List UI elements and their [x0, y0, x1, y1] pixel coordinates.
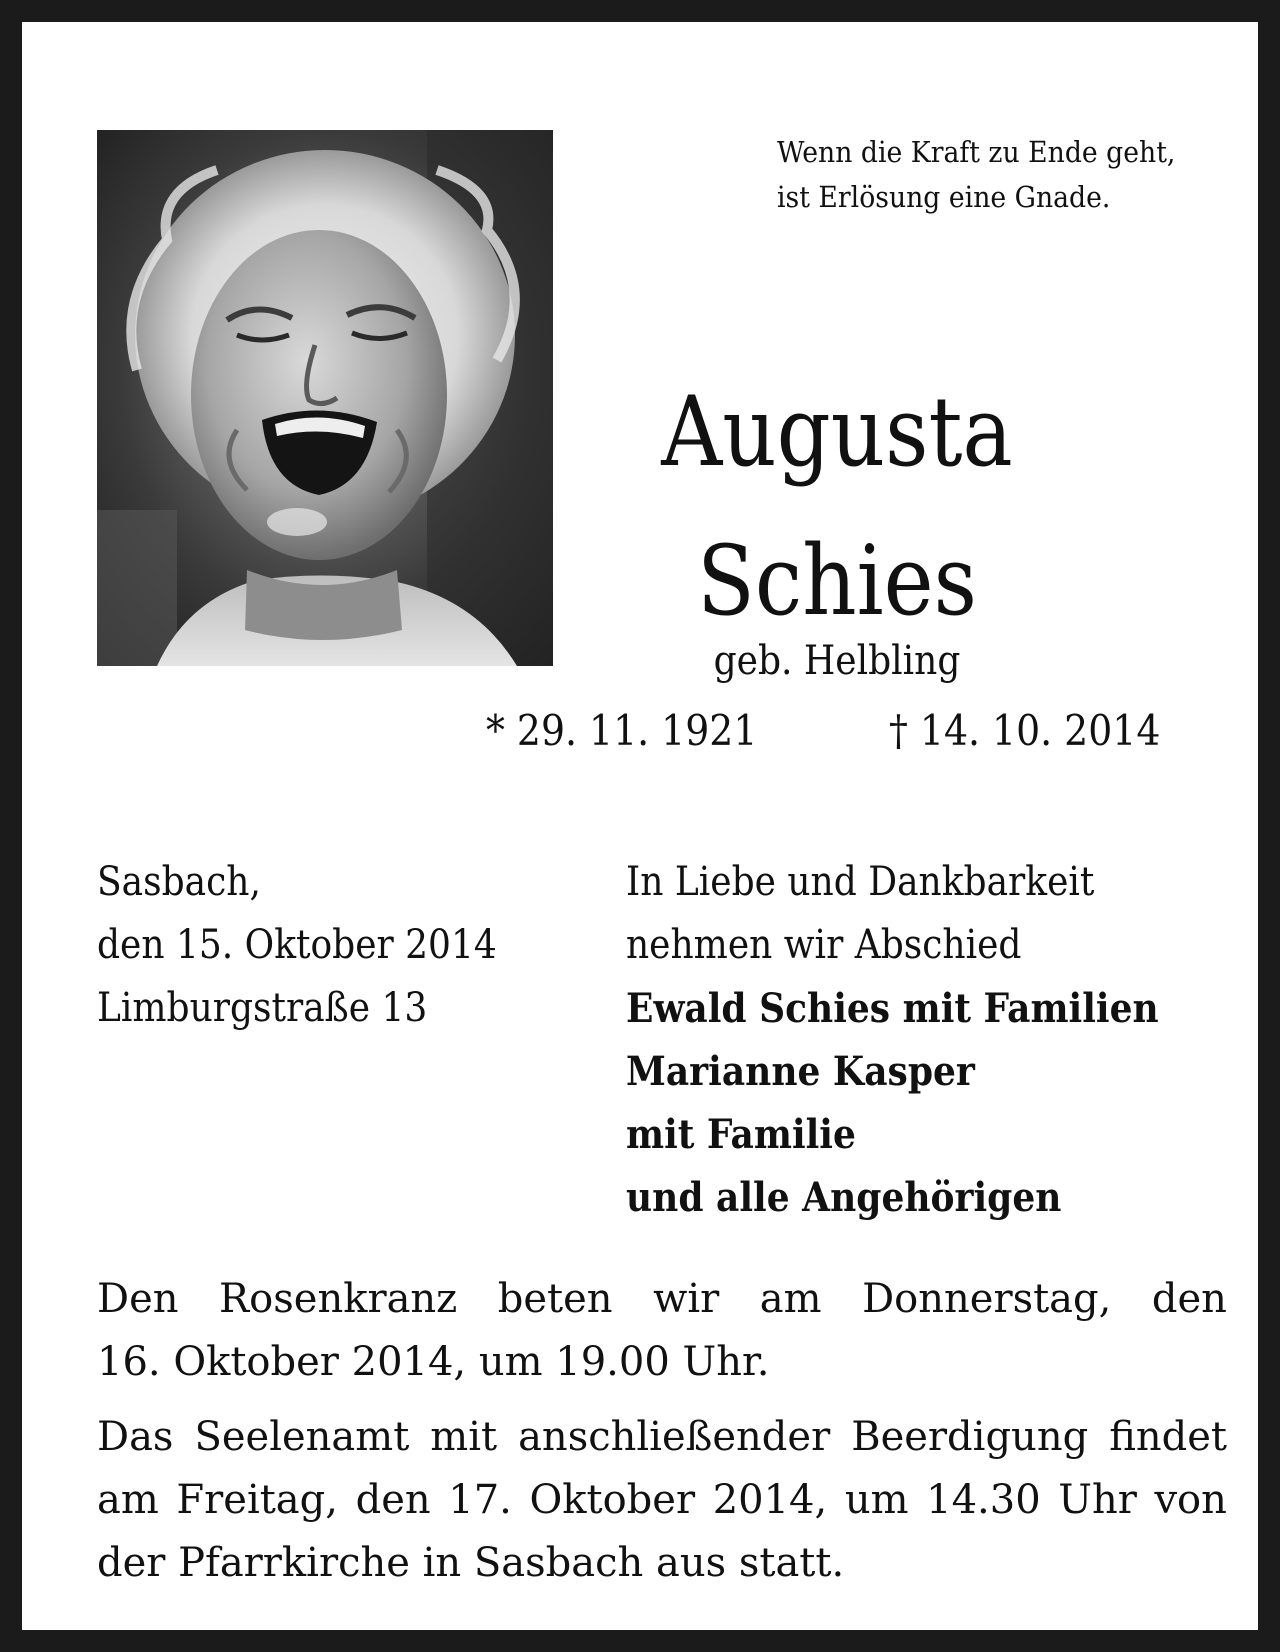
- mourner-name: Ewald Schies mit Familien: [626, 985, 1159, 1032]
- funeral-line: der Pfarrkirche in Sasbach aus statt.: [97, 1540, 845, 1586]
- date-line: den 15. Oktober 2014: [97, 922, 497, 968]
- word: Das: [97, 1414, 174, 1460]
- rosary-line: 16. Oktober 2014, um 19.00 Uhr.: [97, 1339, 770, 1385]
- word: Rosenkranz: [219, 1276, 458, 1322]
- mourner-name: mit Familie: [626, 1111, 856, 1158]
- mourners-block: [626, 851, 1159, 1229]
- word: Beerdigung: [851, 1414, 1089, 1460]
- word: 17.: [448, 1477, 512, 1523]
- word: anschließender: [518, 1414, 831, 1460]
- deceased-last-name: Schies: [697, 525, 977, 637]
- quote: [777, 130, 1219, 220]
- mourner-name: und alle Angehörigen: [626, 1174, 1062, 1221]
- mourners-intro: In Liebe und Dankbarkeit: [626, 859, 1095, 905]
- word: wir: [653, 1276, 720, 1322]
- funeral-line-justified: [97, 1406, 1227, 1469]
- word: mit: [430, 1414, 498, 1460]
- word: Donnerstag,: [862, 1276, 1112, 1322]
- word: am: [97, 1477, 159, 1523]
- mourners-intro: nehmen wir Abschied: [626, 922, 1022, 968]
- deceased-birth-name: geb. Helbling: [713, 638, 961, 684]
- mourner-name: Marianne Kasper: [626, 1048, 975, 1095]
- word: findet: [1109, 1414, 1227, 1460]
- rosary-line-justified: [97, 1268, 1227, 1331]
- place-and-date: [97, 851, 497, 1040]
- word: beten: [497, 1276, 613, 1322]
- word: von: [1154, 1477, 1227, 1523]
- rosary-notice: [97, 1268, 1227, 1394]
- word: Uhr: [1058, 1477, 1137, 1523]
- word: den: [1151, 1276, 1227, 1322]
- word: um: [844, 1477, 909, 1523]
- quote-line: ist Erlösung eine Gnade.: [777, 180, 1111, 214]
- address-line: Limburgstraße 13: [97, 985, 428, 1031]
- deceased-first-name: Augusta: [661, 376, 1013, 488]
- quote-line: Wenn die Kraft zu Ende geht,: [777, 135, 1176, 169]
- birth-date: * 29. 11. 1921: [486, 706, 758, 755]
- word: am: [759, 1276, 822, 1322]
- place-line: Sasbach,: [97, 859, 261, 905]
- word: 2014,: [712, 1477, 828, 1523]
- word: Oktober: [529, 1477, 696, 1523]
- funeral-notice: [97, 1406, 1227, 1595]
- death-date: † 14. 10. 2014: [889, 706, 1161, 755]
- word: Seelenamt: [194, 1414, 410, 1460]
- funeral-line-justified: [97, 1469, 1227, 1532]
- word: den: [355, 1477, 431, 1523]
- word: 14.30: [926, 1477, 1041, 1523]
- word: Freitag,: [176, 1477, 338, 1523]
- portrait-photo: [97, 130, 553, 666]
- word: Den: [97, 1276, 179, 1322]
